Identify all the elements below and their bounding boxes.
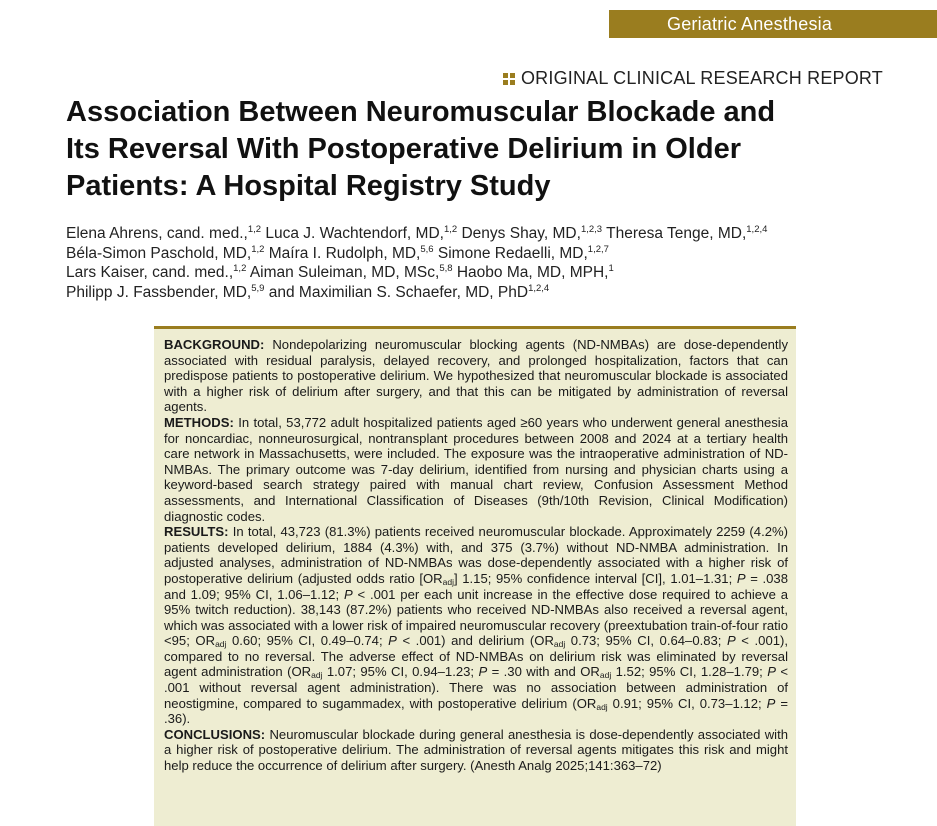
- results-text: < .001), compared to no reversal. The adverse effect of ND-NMBAs on delirium risk was eliminated by reversal agent administration (OR: [164, 633, 789, 680]
- author-affiliation: 5,6: [420, 243, 434, 255]
- author-affiliation: 1: [608, 263, 614, 274]
- results-text: ] 1.15; 95% confidence interval [CI], 1.01–1.31;: [453, 570, 737, 586]
- author-name: Lars Kaiser, cand. med.,: [66, 264, 234, 281]
- adj-subscript: adj: [311, 670, 323, 681]
- author-name: Denys Shay, MD,: [461, 225, 581, 242]
- author-affiliation: 1,2: [233, 263, 247, 274]
- results-text: = .30 with and OR: [487, 664, 600, 680]
- abstract-background: [164, 337, 788, 415]
- author-name: Haobo Ma, MD, MPH,: [456, 264, 609, 281]
- author-affiliation: 1,2,4: [528, 282, 550, 294]
- adj-subscript: adj: [596, 701, 608, 712]
- p-symbol: P: [343, 586, 353, 602]
- section-label: RESULTS:: [164, 524, 229, 540]
- author-affiliation: 1,2: [251, 243, 265, 255]
- author-affiliation: 1,2,3: [580, 224, 603, 235]
- author-affiliation: 5,9: [251, 282, 265, 294]
- author-name: Luca J. Wachtendorf, MD,: [265, 225, 444, 242]
- results-text: 1.52; 95% CI, 1.28–1.79;: [611, 664, 768, 680]
- grid-square-icon: [503, 73, 515, 85]
- results-text: 0.91; 95% CI, 0.73–1.12;: [607, 695, 767, 711]
- section-text: In total, 53,772 adult hospitalized patients aged ≥60 years who underwent general anesthesia for noncardiac, nonneurosurgical, nontransplant procedures between 2008 and 2024 at a tertiary health care network in Massachusetts, were included. The exposure was the intraoperative administration of ND-NMBAs. The primary outcome was 7-day delirium, identified from nursing and physician charts using a keyword-based search strategy paired with manual chart review, Confusion Assessment Method assessments, and International Classification of Diseases (9th/10th Revision, Clinical Modification) diagnostic codes.: [164, 414, 789, 524]
- results-text: = .36).: [164, 695, 789, 727]
- adj-subscript: adj: [553, 639, 566, 650]
- author-list: [66, 224, 896, 302]
- abstract-results: [164, 524, 788, 727]
- author-name: Simone Redaelli, MD,: [437, 244, 588, 262]
- author-name: Theresa Tenge, MD,: [606, 225, 747, 242]
- results-text: = .038 and 1.09; 95% CI, 1.06–1.12;: [164, 570, 788, 602]
- author-name: Maíra I. Rudolph, MD,: [268, 244, 421, 262]
- p-symbol: P: [766, 695, 776, 711]
- author-name: Philipp J. Fassbender, MD,: [66, 283, 252, 301]
- results-text: 0.60; 95% CI, 0.49–0.74;: [226, 633, 389, 649]
- adj-subscript: adj: [215, 639, 227, 650]
- title-line: Its Reversal With Postoperative Delirium in Older: [66, 133, 741, 165]
- section-text: Nondepolarizing neuromuscular blocking agents (ND-NMBAs) are dose-dependently associated with residual paralysis, delayed recovery, and prolonged hospitalization, factors that can predispose patients to postoperative delirium. We hypothesized that neuromuscular blockade is associated with a higher risk of delirium after surgery, and that this can be mitigated by administration of reversal agents.: [164, 337, 788, 415]
- title-line: Association Between Neuromuscular Blockade and: [66, 96, 776, 128]
- author-affiliation: 1,2,4: [746, 224, 768, 235]
- p-symbol: P: [388, 633, 397, 649]
- abstract-conclusions: [164, 727, 788, 774]
- p-symbol: P: [767, 664, 776, 680]
- p-symbol: P: [727, 633, 736, 649]
- section-label: METHODS:: [164, 414, 234, 430]
- author-name: and Maximilian S. Schaefer, MD, PhD: [268, 283, 529, 301]
- section-label: BACKGROUND:: [164, 337, 265, 352]
- results-text: In total, 43,723 (81.3%) patients received neuromuscular blockade. Approximately 2259 (4.2%) patients developed delirium, 1884 (4.3%) with, and 375 (3.7%) without ND-NMBA administration. In adjusted analyses, administration of ND-NMBAs was dose-dependently associated with a higher risk of postoperative delirium (adjusted odds ratio [OR: [164, 524, 788, 586]
- author-name: Elena Ahrens, cand. med.,: [66, 225, 248, 242]
- title-line: Patients: A Hospital Registry Study: [66, 170, 551, 202]
- author-affiliation: 1,2: [443, 224, 458, 235]
- author-affiliation: 1,2,7: [587, 243, 609, 255]
- section-text: Neuromuscular blockade during general anesthesia is dose-dependently associated with a higher risk of postoperative delirium. The administration of reversal agents mitigates this risk and might help reduce the occurrence of delirium after surgery. (Anesth Analg 2025;141:363–72): [164, 726, 789, 774]
- results-text: 1.07; 95% CI, 0.94–1.23;: [322, 664, 479, 680]
- section-banner: Geriatric Anesthesia: [609, 10, 937, 38]
- results-text: < .001 per each unit increase in the effective dose required to achieve a 95% twitch reduction). 38,143 (87.2%) patients who received ND-NMBAs also received a reversal agent, which was associated with a lower risk of impaired neuromuscular recovery (preextubation train-of-four ratio <95; OR: [164, 586, 788, 649]
- adj-subscript: adj: [599, 670, 612, 681]
- abstract-box: [154, 326, 796, 826]
- results-text: < .001) and delirium (OR: [396, 633, 554, 649]
- section-label: CONCLUSIONS:: [164, 726, 266, 742]
- results-text: 0.73; 95% CI, 0.64–0.83;: [565, 633, 728, 649]
- author-name: Aiman Suleiman, MD, MSc,: [249, 264, 440, 281]
- article-type-label: [503, 68, 883, 89]
- author-affiliation: 5,8: [439, 263, 453, 274]
- author-name: Béla-Simon Paschold, MD,: [66, 244, 252, 262]
- adj-subscript: adj: [442, 576, 454, 587]
- p-symbol: P: [736, 570, 746, 586]
- article-title: [66, 94, 866, 205]
- results-text: < .001 without reversal agent administration). There was no association between administration of neostigmine, compared to sugammadex, with postoperative delirium (OR: [164, 664, 788, 711]
- abstract-methods: [164, 415, 788, 524]
- article-type-text: ORIGINAL CLINICAL RESEARCH REPORT: [520, 68, 883, 88]
- author-affiliation: 1,2: [247, 224, 262, 235]
- p-symbol: P: [478, 664, 488, 680]
